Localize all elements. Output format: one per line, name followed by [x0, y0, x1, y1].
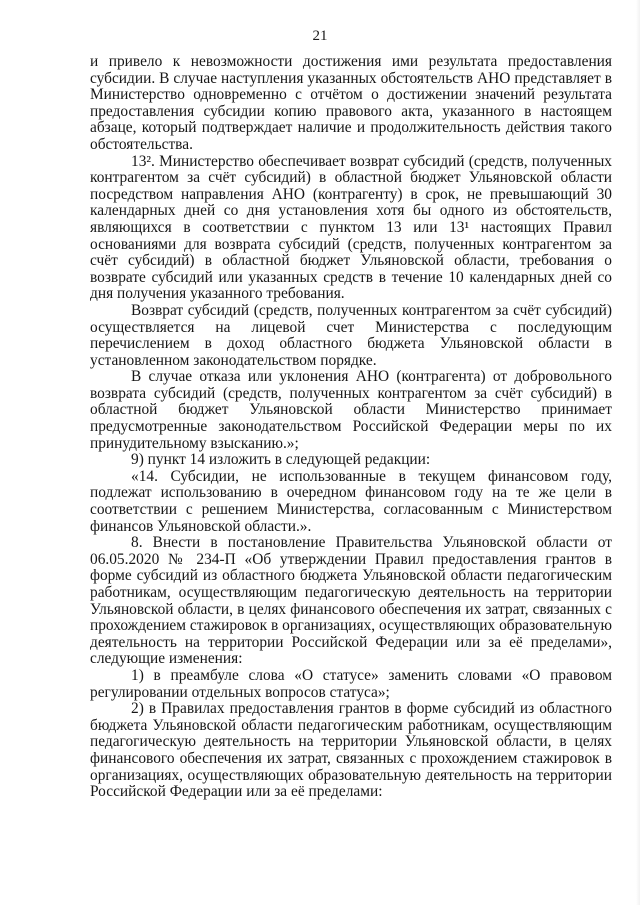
- paragraph-item-2: 2) в Правилах предоставления грантов в форме субсидий из областного бюджета Ульяновской области педагогическим работникам, осуществляющим педагогическую деятельность на территории Ульяновской области, в целях финансового обеспечения их затрат, связанных с прохождением стажировок в организациях, осуществляющих образовательную деятельность на территории Российской Федерации или за её пределами:: [90, 700, 612, 801]
- paragraph-section-8: 8. Внести в постановление Правительства Ульяновской области от 06.05.2020 № 234-П «Об утверждении Правил предоставления грантов в форме субсидий из областного бюджета Ульяновской области педагогическим работникам, осуществляющим педагогическую деятельность на территории Ульяновской области, в целях финансового обеспечения их затрат, связанных с прохождением стажировок в организациях, осуществляющих образовательную деятельность на территории Российской Федерации или за её пределами», следующие изменения:: [90, 534, 612, 668]
- paragraph-return-account: Возврат субсидий (средств, полученных контрагентом за счёт субсидий) осуществляется на лицевой счет Министерства с последующим перечислением в доход областного бюджета Ульяновской области в установленном законодательством порядке.: [90, 301, 612, 369]
- paragraph-item-9: 9) пункт 14 изложить в следующей редакции:: [131, 451, 431, 469]
- paragraph-clause-14: «14. Субсидии, не использованные в текущем финансовом году, подлежат использованию в очередном финансовом году на те же цели в соответствии с решением Министерства, согласованным с Министерством финансов Ульяновской области.».: [90, 467, 612, 535]
- paragraph-item-1: 1) в преамбуле слова «О статусе» заменить словами «О правовом регулировании отдельных вопросов статуса»;: [90, 666, 612, 701]
- page-number: 21: [312, 28, 328, 44]
- scan-edge-shadow: [636, 0, 640, 905]
- document-body: [90, 54, 612, 801]
- paragraph-clause-13-2: 13². Министерство обеспечивает возврат субсидий (средств, полученных контрагентом за счёт субсидий) в областной бюджет Ульяновской области посредством направления АНО (контрагенту) в срок, не превышающий 30 календарных дней со дня установления хотя бы одного из обстоятельств, являющихся в соответствии с пунктом 13 или 13¹ настоящих Правил основаниями для возврата субсидий (средств, полученных контрагентом за счёт субсидий) в областной бюджет Ульяновской области, требования о возврате субсидий или указанных средств в течение 10 календарных дней со дня получения указанного требования.: [90, 152, 612, 303]
- paragraph-continuation: и привело к невозможности достижения ими результата предоставления субсидии. В случае наступления указанных обстоятельств АНО представляет в Министерство одновременно с отчётом о достижении значений результата предоставления субсидии копию правового акта, указанного в настоящем абзаце, который подтверждает наличие и продолжительность действия такого обстоятельства.: [90, 53, 612, 153]
- paragraph-refusal: В случае отказа или уклонения АНО (контрагента) от добровольного возврата субсидий (средств, полученных контрагентом за счёт субсидий) в областной бюджет Ульяновской области Министерство принимает предусмотренные законодательством Российской Федерации меры по их принудительному взысканию.»;: [90, 368, 612, 452]
